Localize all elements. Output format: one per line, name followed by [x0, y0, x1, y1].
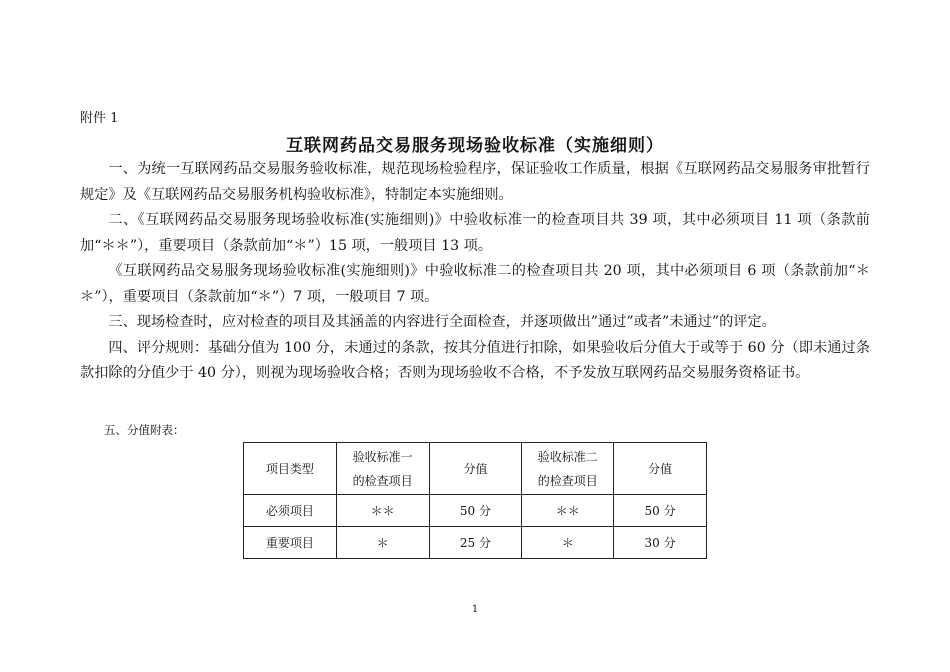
- header-cell: 分值: [429, 443, 522, 495]
- paragraph-standard-one: 二、《互联网药品交易服务现场验收标准(实施细则)》中验收标准一的检查项目共 39 项，其中必须项目 11 项（条款前加“＊＊”），重要项目（条款前加“＊”）15 项，一般项目 13 项。: [80, 212, 870, 254]
- table-row: [244, 527, 707, 559]
- section-five-label: 五、分值附表：: [104, 423, 185, 437]
- document-body: [80, 157, 870, 387]
- attachment-label: 附件 1: [80, 111, 119, 126]
- paragraph-standard-two: 《互联网药品交易服务现场验收标准(实施细则)》中验收标准二的检查项目共 20 项，其中必须项目 6 项（条款前加“＊＊”），重要项目（条款前加“＊”）7 项，一般项目 7 项。: [80, 263, 870, 305]
- header-cell: 分值: [614, 443, 707, 495]
- table-cell: 50 分: [614, 495, 707, 527]
- table-cell: 必须项目: [244, 495, 337, 527]
- document-title: 互联网药品交易服务现场验收标准（实施细则）: [286, 136, 664, 156]
- header-cell: 项目类型: [244, 443, 337, 495]
- table-cell: ＊: [336, 527, 429, 559]
- table-cell: 重要项目: [244, 527, 337, 559]
- table-cell: 30 分: [614, 527, 707, 559]
- table-cell: ＊＊: [336, 495, 429, 527]
- score-table: [243, 442, 707, 559]
- paragraph-scoring-rules: 四、评分规则：基础分值为 100 分，未通过的条款，按其分值进行扣除，如果验收后分值大于或等于 60 分（即未通过条款扣除的分值少于 40 分），则视为现场验收合格；否则为现场验收不合格，不予发放互联网药品交易服务资格证书。: [80, 339, 870, 381]
- table-cell: ＊＊: [522, 495, 614, 527]
- header-cell: 验收标准二 的检查项目: [522, 443, 614, 495]
- table-cell: 50 分: [429, 495, 522, 527]
- page-number: 1: [471, 604, 479, 615]
- table-cell: 25 分: [429, 527, 522, 559]
- table-cell: ＊: [522, 527, 614, 559]
- header-cell: 验收标准一 的检查项目: [336, 443, 429, 495]
- table-row: [244, 495, 707, 527]
- paragraph-purpose: 一、为统一互联网药品交易服务验收标准，规范现场检验程序，保证验收工作质量，根据《互联网药品交易服务审批暂行规定》及《互联网药品交易服务机构验收标准》，特制定本实施细则。: [80, 161, 870, 203]
- paragraph-inspection: 三、现场检查时，应对检查的项目及其涵盖的内容进行全面检查，并逐项做出”通过”或者”未通过”的评定。: [108, 314, 776, 330]
- table-header-row: [244, 443, 707, 495]
